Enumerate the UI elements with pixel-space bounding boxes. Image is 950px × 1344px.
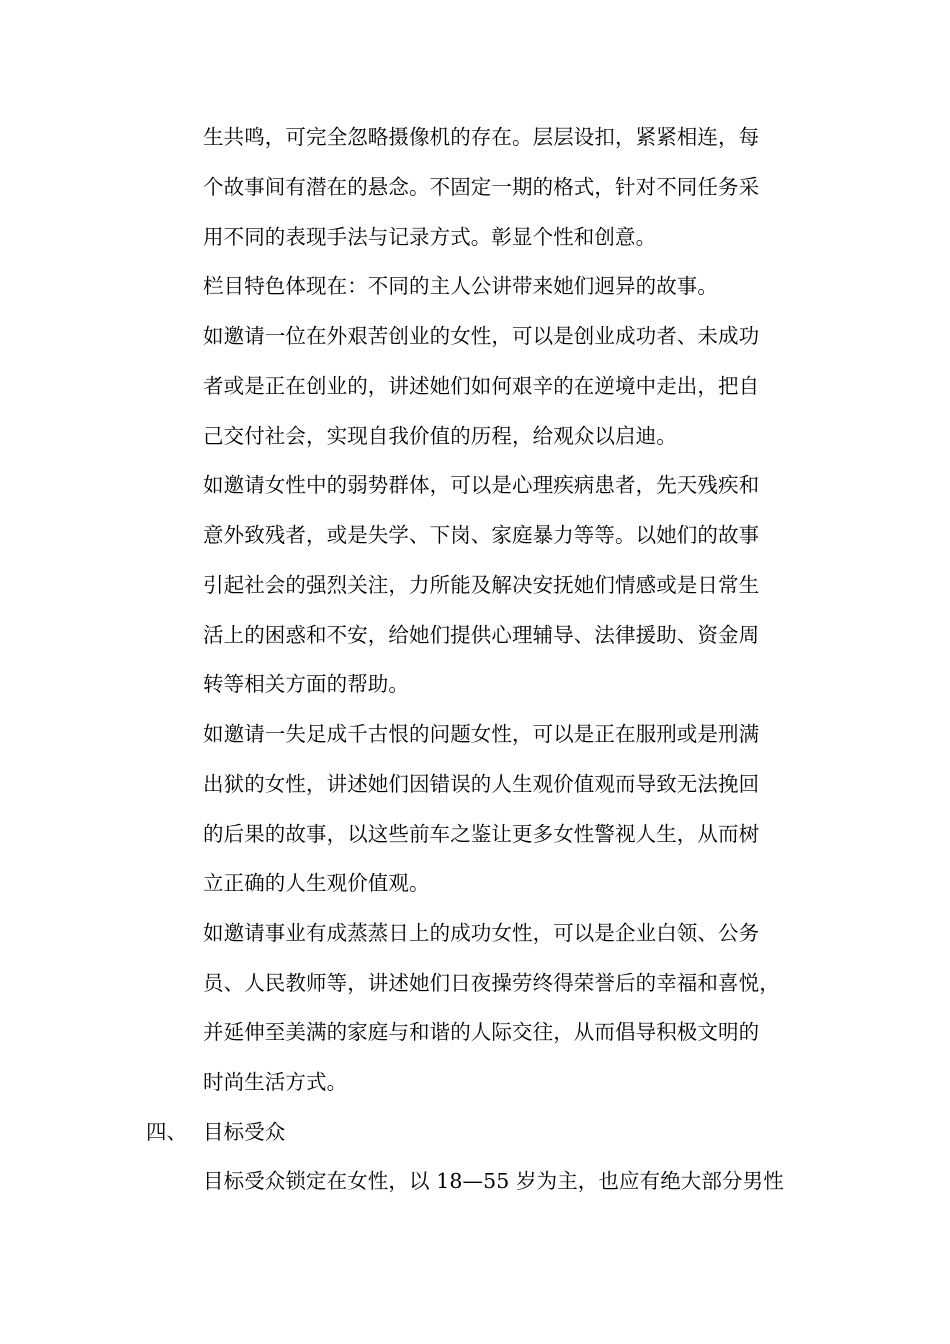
body-text-line: 栏目特色体现在：不同的主人公讲带来她们迥异的故事。 xyxy=(203,274,718,298)
body-text-line: 意外致残者，或是失学、下岗、家庭暴力等等。以她们的故事 xyxy=(203,523,760,547)
body-text-line: 转等相关方面的帮助。 xyxy=(203,672,409,696)
body-text-line: 己交付社会，实现自我价值的历程，给观众以启迪。 xyxy=(203,424,677,448)
body-text-line: 用不同的表现手法与记录方式。彰显个性和创意。 xyxy=(203,225,657,249)
body-text-line: 生共鸣，可完全忽略摄像机的存在。层层设扣，紧紧相连，每 xyxy=(203,125,760,149)
body-text-line: 如邀请女性中的弱势群体，可以是心理疾病患者，先天残疾和 xyxy=(203,473,760,497)
body-text-line: 个故事间有潜在的悬念。不固定一期的格式，针对不同任务采 xyxy=(203,175,760,199)
body-text-line: 活上的困惑和不安，给她们提供心理辅导、法律援助、资金周 xyxy=(203,623,760,647)
body-text-line: 如邀请一失足成千古恨的问题女性，可以是正在服刑或是刑满 xyxy=(203,722,760,746)
section-heading: 目标受众 xyxy=(203,1120,286,1144)
body-text-line: 者或是正在创业的，讲述她们如何艰辛的在逆境中走出，把自 xyxy=(203,374,760,398)
body-text-line: 如邀请事业有成蒸蒸日上的成功女性，可以是企业白领、公务 xyxy=(203,921,760,945)
body-text-line: 时尚生活方式。 xyxy=(203,1070,348,1094)
body-text-line: 员、人民教师等，讲述她们日夜操劳终得荣誉后的幸福和喜悦， xyxy=(203,971,780,995)
body-text-line: 立正确的人生观价值观。 xyxy=(203,871,430,895)
body-text-line: 如邀请一位在外艰苦创业的女性，可以是创业成功者、未成功 xyxy=(203,324,760,348)
body-text-line: 引起社会的强烈关注，力所能及解决安抚她们情感或是日常生 xyxy=(203,573,760,597)
body-text-line: 并延伸至美满的家庭与和谐的人际交往，从而倡导积极文明的 xyxy=(203,1020,760,1044)
section-number: 四、 xyxy=(146,1120,187,1144)
body-text-line: 的后果的故事，以这些前车之鉴让更多女性警视人生，从而树 xyxy=(203,822,760,846)
body-text-line: 出狱的女性，讲述她们因错误的人生观价值观而导致无法挽回 xyxy=(203,772,760,796)
body-text-line: 目标受众锁定在女性，以 18—55 岁为主，也应有绝大部分男性 xyxy=(203,1169,784,1193)
